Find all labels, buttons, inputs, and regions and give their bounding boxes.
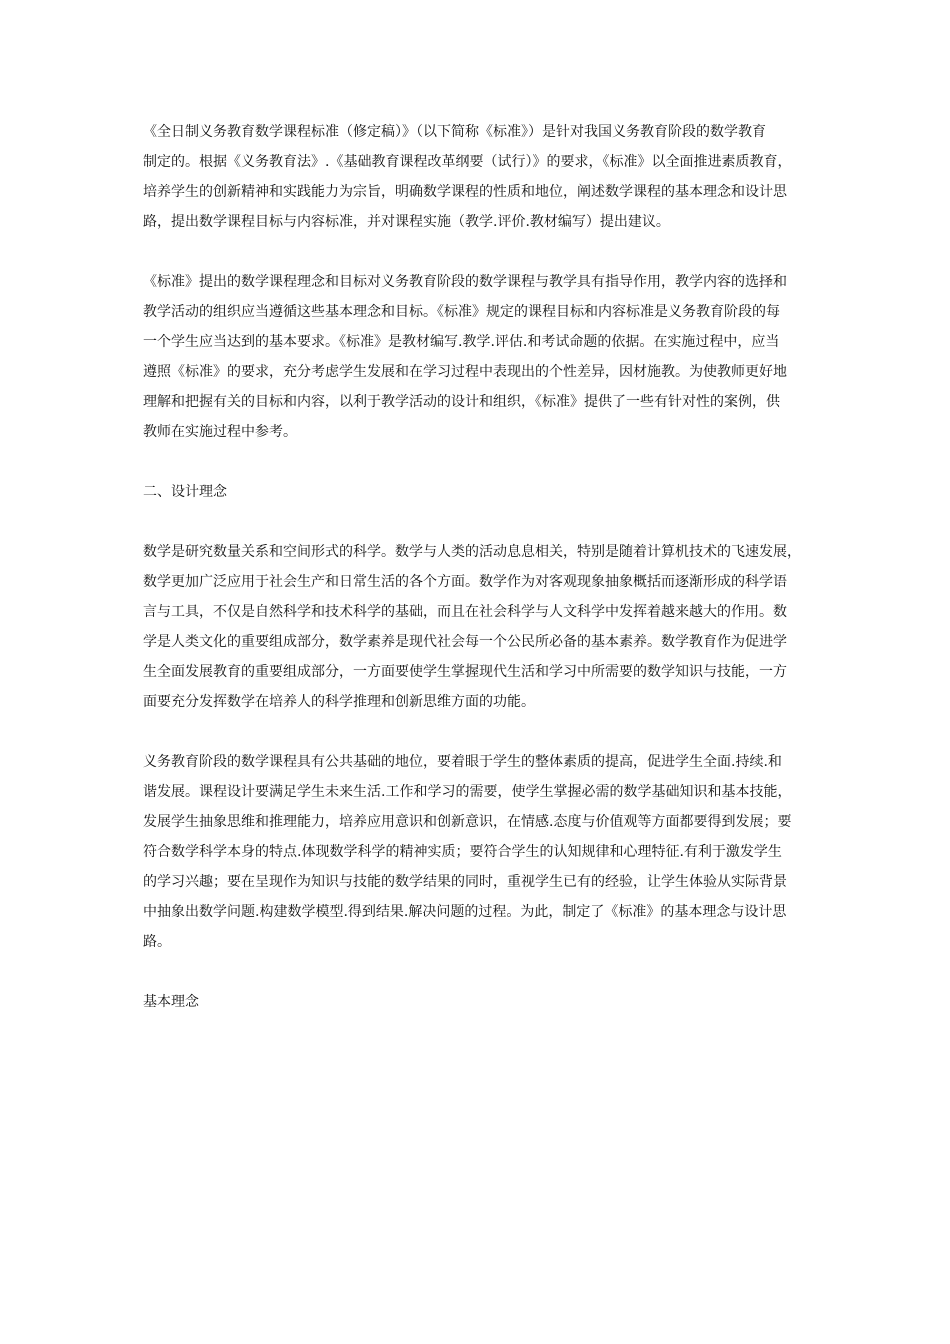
paragraph-intro <box>143 117 811 237</box>
text-line: 的学习兴趣；要在呈现作为知识与技能的数学结果的同时，重视学生已有的经验，让学生体验从实际背景 <box>143 874 787 890</box>
text-line: 生全面发展教育的重要组成部分，一方面要使学生掌握现代生活和学习中所需要的数学知识与技能，一方 <box>143 664 787 680</box>
text-line: 义务教育阶段的数学课程具有公共基础的地位，要着眼于学生的整体素质的提高，促进学生全面.持续.和 <box>143 754 782 770</box>
paragraph-curriculum-design <box>143 747 811 957</box>
text-line: 数学更加广泛应用于社会生产和日常生活的各个方面。数学作为对客观现象抽象概括而逐渐形成的科学语 <box>143 574 787 590</box>
text-line: 教学活动的组织应当遵循这些基本理念和目标。《标准》规定的课程目标和内容标准是义务教育阶段的每 <box>143 304 780 320</box>
text-line: 中抽象出数学问题.构建数学模型.得到结果.解决问题的过程。为此，制定了《标准》的基本理念与设计思 <box>143 904 787 920</box>
text-line: 《全日制义务教育数学课程标准（修定稿）》（以下简称《标准》）是针对我国义务教育阶段的数学教育 <box>143 124 766 140</box>
text-line: 学是人类文化的重要组成部分，数学素养是现代社会每一个公民所必备的基本素养。数学教育作为促进学 <box>143 634 787 650</box>
document-body <box>143 117 811 1047</box>
text-line: 一个学生应当达到的基本要求。《标准》是教材编写.教学.评估.和考试命题的依据。在实施过程中，应当 <box>143 334 780 350</box>
paragraph-math-nature <box>143 537 811 717</box>
text-line: 路。 <box>143 934 171 950</box>
section-heading-basic: 基本理念 <box>143 994 199 1010</box>
text-line: 制定的。根据《义务教育法》.《基础教育课程改革纲要（试行）》的要求，《标准》以全面推进素质教育， <box>143 154 792 170</box>
text-line: 谐发展。课程设计要满足学生未来生活.工作和学习的需要，使学生掌握必需的数学基础知识和基本技能， <box>143 784 792 800</box>
text-line: 数学是研究数量关系和空间形式的科学。数学与人类的活动息息相关，特别是随着计算机技术的飞速发展， <box>143 544 801 560</box>
text-line: 培养学生的创新精神和实践能力为宗旨，明确数学课程的性质和地位，阐述数学课程的基本理念和设计思 <box>143 184 787 200</box>
text-line: 言与工具，不仅是自然科学和技术科学的基础，而且在社会科学与人文科学中发挥着越来越大的作用。数 <box>143 604 787 620</box>
text-line: 发展学生抽象思维和推理能力，培养应用意识和创新意识，在情感.态度与价值观等方面都要得到发展；要 <box>143 814 792 830</box>
text-line: 教师在实施过程中参考。 <box>143 424 297 440</box>
text-line: 符合数学科学本身的特点.体现数学科学的精神实质；要符合学生的认知规律和心理特征.有利于激发学生 <box>143 844 782 860</box>
text-line: 面要充分发挥数学在培养人的科学推理和创新思维方面的功能。 <box>143 694 535 710</box>
text-line: 遵照《标准》的要求，充分考虑学生发展和在学习过程中表现出的个性差异，因材施教。为使教师更好地 <box>143 364 787 380</box>
section-heading-design: 二、设计理念 <box>143 484 227 500</box>
text-line: 《标准》提出的数学课程理念和目标对义务教育阶段的数学课程与教学具有指导作用，教学内容的选择和 <box>143 274 787 290</box>
text-line: 理解和把握有关的目标和内容，以利于教学活动的设计和组织，《标准》提供了一些有针对性的案例，供 <box>143 394 780 410</box>
paragraph-guidance <box>143 267 811 447</box>
text-line: 路，提出数学课程目标与内容标准，并对课程实施（教学.评价.教材编写）提出建议。 <box>143 214 670 230</box>
